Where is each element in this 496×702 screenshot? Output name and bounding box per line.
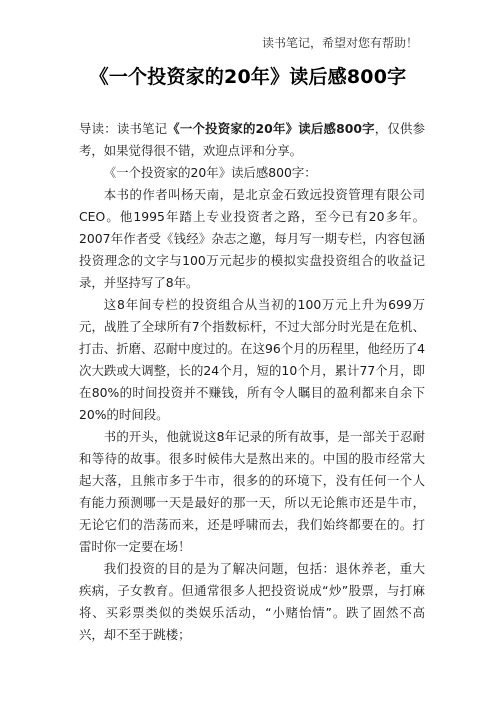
intro-title-reference: 《一个投资家的20年》读后感800字 [167,121,375,136]
body-paragraph-1: 本书的作者叫杨天南，是北京金石致远投资管理有限公司CEO。他1995年踏上专业投资者之路，至今已有20多年。2007年作者受《钱经》杂志之邀，每月写一期专栏，内容包涵投资理念的文字与100万元起步的模拟实盘投资组合的收益记录，并坚持写了8年。 [79,187,425,290]
subtitle-line: 《一个投资家的20年》读后感800字： [103,165,317,180]
document-body [79,118,425,646]
body-paragraph-2: 这8年间专栏的投资组合从当初的100万元上升为699万元，战胜了全球所有7个指数标杆，不过大部分时光是在危机、打击、折磨、忍耐中度过的。在这96个月的历程里，他经历了4次大跌或大调整，长的24个月，短的10个月，累计77个月，即在80%的时间投资并不赚钱，所有令人瞩目的盈利都来自余下20%的时间段。 [79,297,425,422]
header-note: 读书笔记，希望对您有帮助！ [261,36,418,50]
body-paragraph-3: 书的开头，他就说这8年记录的所有故事，是一部关于忍耐和等待的故事。很多时候伟大是熬出来的。中国的股市经常大起大落，且熊市多于牛市，很多的的环境下，没有任何一个人有能力预测哪一天是最好的那一天，所以无论熊市还是牛市，无论它们的浩荡而来，还是呼啸而去，我们始终都要在的。打雷时你一定要在场！ [79,429,425,554]
intro-label: 导读：读书笔记 [79,121,168,136]
intro-text: ，仅供参考，如果觉得很不错，欢迎点评和分享。 [79,121,426,158]
intro-paragraph [79,118,425,162]
page-title: 《一个投资家的20年》读后感800字 [89,66,407,88]
body-paragraph-4: 我们投资的目的是为了解决问题，包括：退休养老，重大疾病，子女教育。但通常很多人把投资说成“炒”股票，与打麻将、买彩票类似的类娱乐活动，“小赌怡情”。跌了固然不高兴，却不至于跳楼； [79,561,425,642]
